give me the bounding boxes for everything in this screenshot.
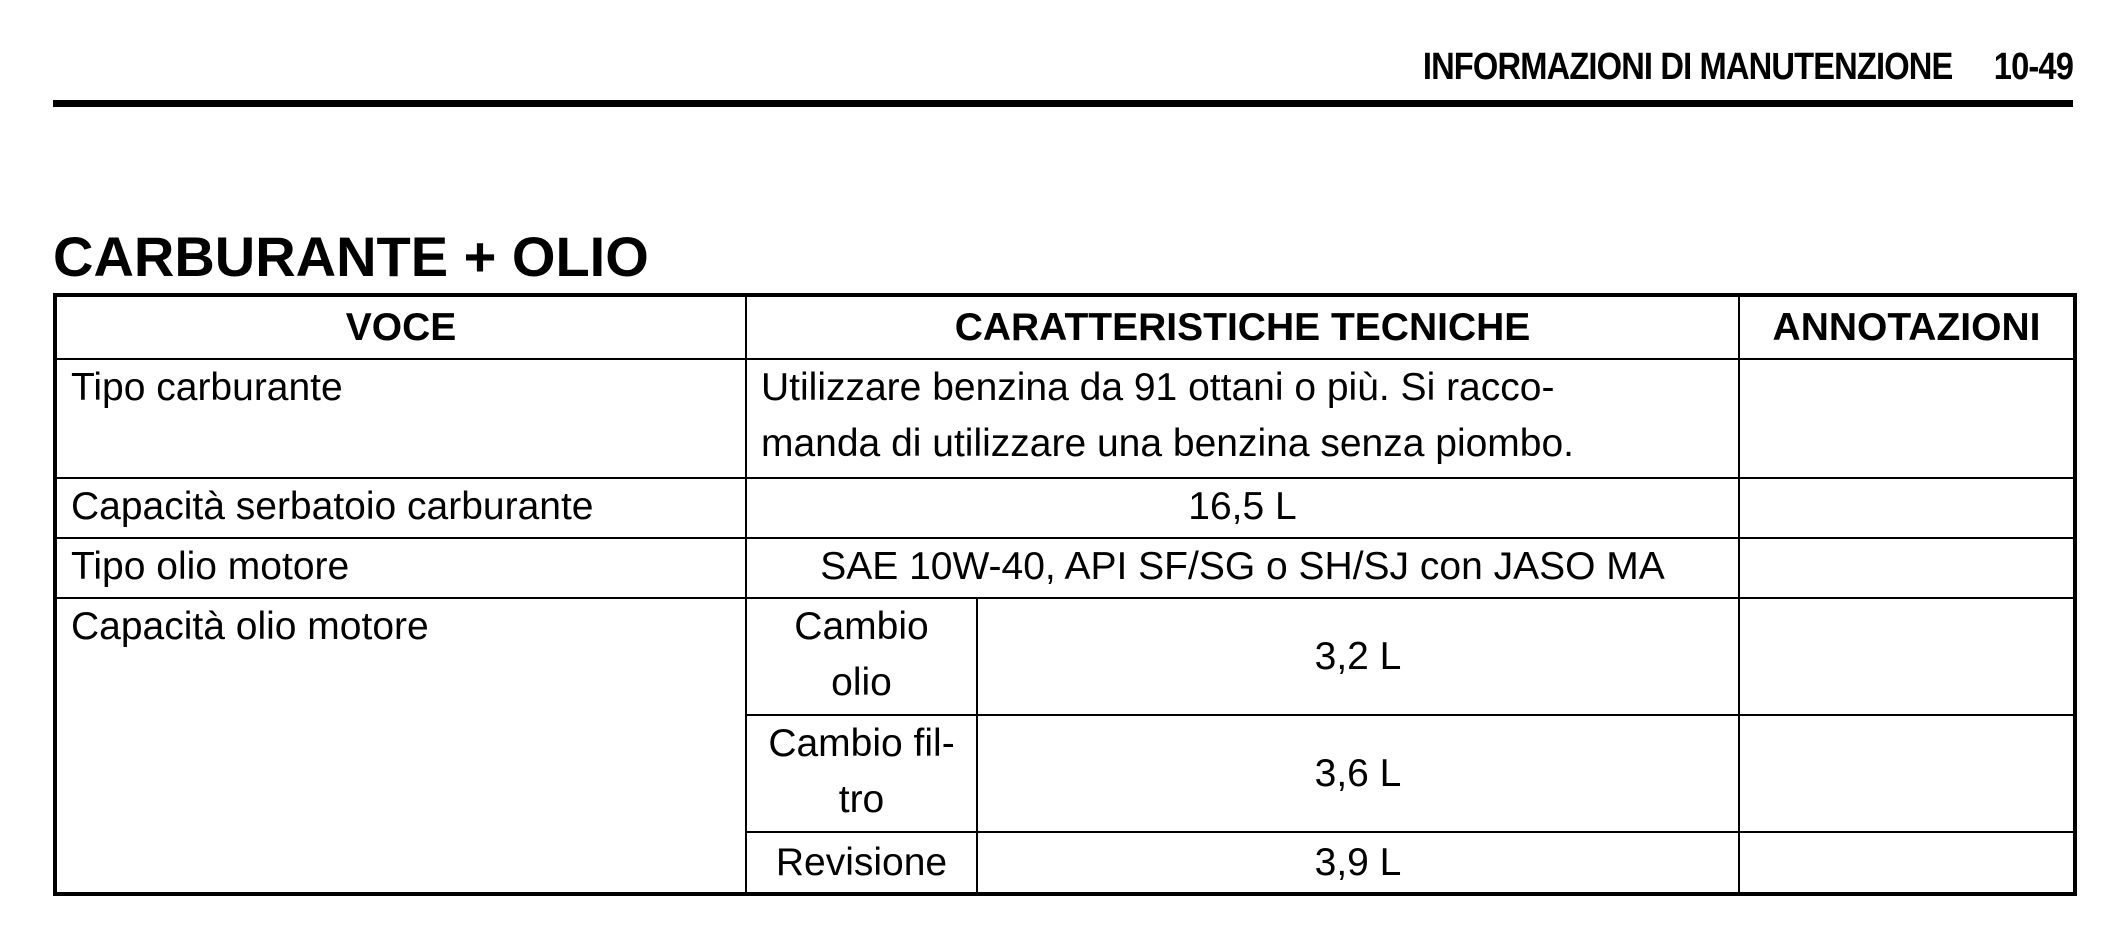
item-cell: Capacità olio motore xyxy=(55,598,746,894)
item-cell: Capacità serbatoio carburante xyxy=(55,478,746,538)
sub-item-cell xyxy=(746,832,977,894)
note-cell xyxy=(1739,478,2075,538)
section-title: CARBURANTE + OLIO xyxy=(53,225,649,288)
page-header xyxy=(53,40,2073,107)
spec-cell xyxy=(746,359,1739,478)
column-header-item: VOCE xyxy=(55,295,746,359)
sub-item-cell xyxy=(746,715,977,832)
sub-item-text-line: Cambio xyxy=(794,605,929,648)
spec-cell: 3,9 L xyxy=(977,832,1739,894)
table-row xyxy=(55,538,2075,598)
column-header-spec: CARATTERISTICHE TECNICHE xyxy=(746,295,1739,359)
note-cell xyxy=(1739,359,2075,478)
sub-item-text-line: tro xyxy=(838,778,885,821)
item-cell: Tipo carburante xyxy=(55,359,746,478)
note-cell xyxy=(1739,715,2075,832)
spec-cell: 3,6 L xyxy=(977,715,1739,832)
note-cell xyxy=(1739,538,2075,598)
column-header-notes: ANNOTAZIONI xyxy=(1739,295,2075,359)
chapter-title: INFORMAZIONI DI MANUTENZIONE xyxy=(1422,46,1953,88)
spec-cell: 16,5 L xyxy=(746,478,1739,538)
running-header xyxy=(1423,46,2073,89)
table-row xyxy=(55,478,2075,538)
sub-item-text-line: Cambio fil- xyxy=(768,722,955,765)
table-row xyxy=(55,359,2075,478)
sub-item-text-line: Revisione xyxy=(775,840,948,884)
note-cell xyxy=(1739,832,2075,894)
spec-text-line: Utilizzare benzina da 91 ottani o più. Si racco- xyxy=(761,366,1555,409)
spec-cell: SAE 10W-40, API SF/SG o SH/SJ con JASO MA xyxy=(746,538,1739,598)
page-number: 10-49 xyxy=(1993,46,2073,88)
sub-item-cell xyxy=(746,598,977,715)
sub-item-text-line: olio xyxy=(831,661,892,704)
spec-text-line: manda di utilizzare una benzina senza piombo. xyxy=(761,422,1575,465)
table-header-row xyxy=(55,295,2075,359)
spec-table xyxy=(53,293,2077,896)
spec-cell: 3,2 L xyxy=(977,598,1739,715)
table-row xyxy=(55,598,2075,715)
item-cell: Tipo olio motore xyxy=(55,538,746,598)
note-cell xyxy=(1739,598,2075,715)
